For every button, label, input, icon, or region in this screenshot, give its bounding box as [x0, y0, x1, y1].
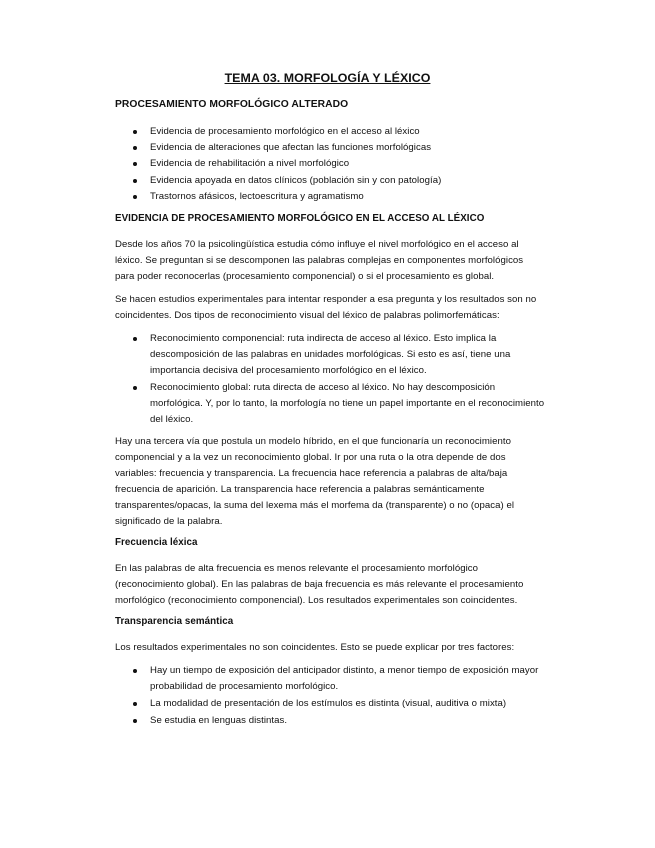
bullet-icon [133, 195, 137, 199]
bullet-icon [133, 179, 137, 183]
list-item: Evidencia de procesamiento morfológico en el acceso al léxico [115, 124, 545, 140]
bullet-list-reconocimiento [115, 331, 545, 428]
document-title: TEMA 03. MORFOLOGÍA Y LÉXICO [224, 71, 431, 85]
list-item: Evidencia de rehabilitación a nivel morfológico [115, 156, 545, 172]
bullet-icon [133, 162, 137, 166]
section-heading-transparencia: Transparencia semántica [115, 616, 234, 627]
list-item: Hay un tiempo de exposición del anticipador distinto, a menor tiempo de exposición mayor probabilidad de procesamiento morfológico. [115, 663, 545, 695]
section-heading-evidencia: EVIDENCIA DE PROCESAMIENTO MORFOLÓGICO EN EL ACCESO AL LÉXICO [115, 213, 485, 224]
paragraph-desde-los-70: Desde los años 70 la psicolingüística estudia cómo influye el nivel morfológico en el acceso al léxico. Se preguntan si se descomponen las palabras complejas en componentes morfológicos para poder reconocerlas (procesamiento componencial) o si el procesamiento es global. [115, 239, 524, 282]
list-item: Reconocimiento componencial: ruta indirecta de acceso al léxico. Esto implica la descomposición de las palabras en unidades morfológicas. Si esto es así, tiene una importancia decisiva del procesamiento morfológico en el léxico. [115, 331, 545, 379]
list-item: Se estudia en lenguas distintas. [115, 713, 545, 729]
paragraph-transparencia: Los resultados experimentales no son coincidentes. Esto se puede explicar por tres factores: [115, 642, 515, 653]
bullet-list-factores [115, 663, 545, 730]
bullet-icon [133, 702, 137, 706]
bullet-icon [133, 337, 137, 341]
paragraph-frecuencia: En las palabras de alta frecuencia es menos relevante el procesamiento morfológico (reconocimiento global). En las palabras de baja frecuencia es más relevante el procesamiento morfológico (reconocimiento componencial). Los resultados experimentales son coincidentes. [115, 563, 524, 606]
paragraph-estudios-experimentales: Se hacen estudios experimentales para intentar responder a esa pregunta y los resultados son no coincidentes. Dos tipos de reconocimiento visual del léxico de palabras polimorfemáticas: [115, 294, 537, 321]
list-item: Reconocimiento global: ruta directa de acceso al léxico. No hay descomposición morfológica. Y, por lo tanto, la morfología no tiene un papel importante en el reconocimiento del léxico. [115, 380, 545, 428]
bullet-list-evidencias [115, 124, 545, 205]
paragraph-tercera-via: Hay una tercera vía que postula un modelo híbrido, en el que funcionaría un reconocimiento componencial y a la vez un reconocimiento global. Ir por una ruta o la otra depende de dos variables: frecuencia y transparencia. La frecuencia hace referencia a palabras de alta/baja frecuencia de aparición. La transparencia hace referencia a palabras semánticamente transparentes/opacas, la suma del lexema más el morfema da (transparente) o no (opaca) el significado de la palabra. [115, 436, 515, 527]
bullet-icon [133, 719, 137, 723]
list-item: Evidencia de alteraciones que afectan las funciones morfológicas [115, 140, 545, 156]
section-heading-frecuencia: Frecuencia léxica [115, 537, 198, 548]
list-item: Trastornos afásicos, lectoescritura y agramatismo [115, 189, 545, 205]
list-item: Evidencia apoyada en datos clínicos (población sin y con patología) [115, 173, 545, 189]
list-item: La modalidad de presentación de los estímulos es distinta (visual, auditiva o mixta) [115, 696, 545, 712]
bullet-icon [133, 386, 137, 390]
bullet-icon [133, 130, 137, 134]
bullet-icon [133, 669, 137, 673]
bullet-icon [133, 146, 137, 150]
section-heading-procesamiento: PROCESAMIENTO MORFOLÓGICO ALTERADO [115, 99, 349, 110]
